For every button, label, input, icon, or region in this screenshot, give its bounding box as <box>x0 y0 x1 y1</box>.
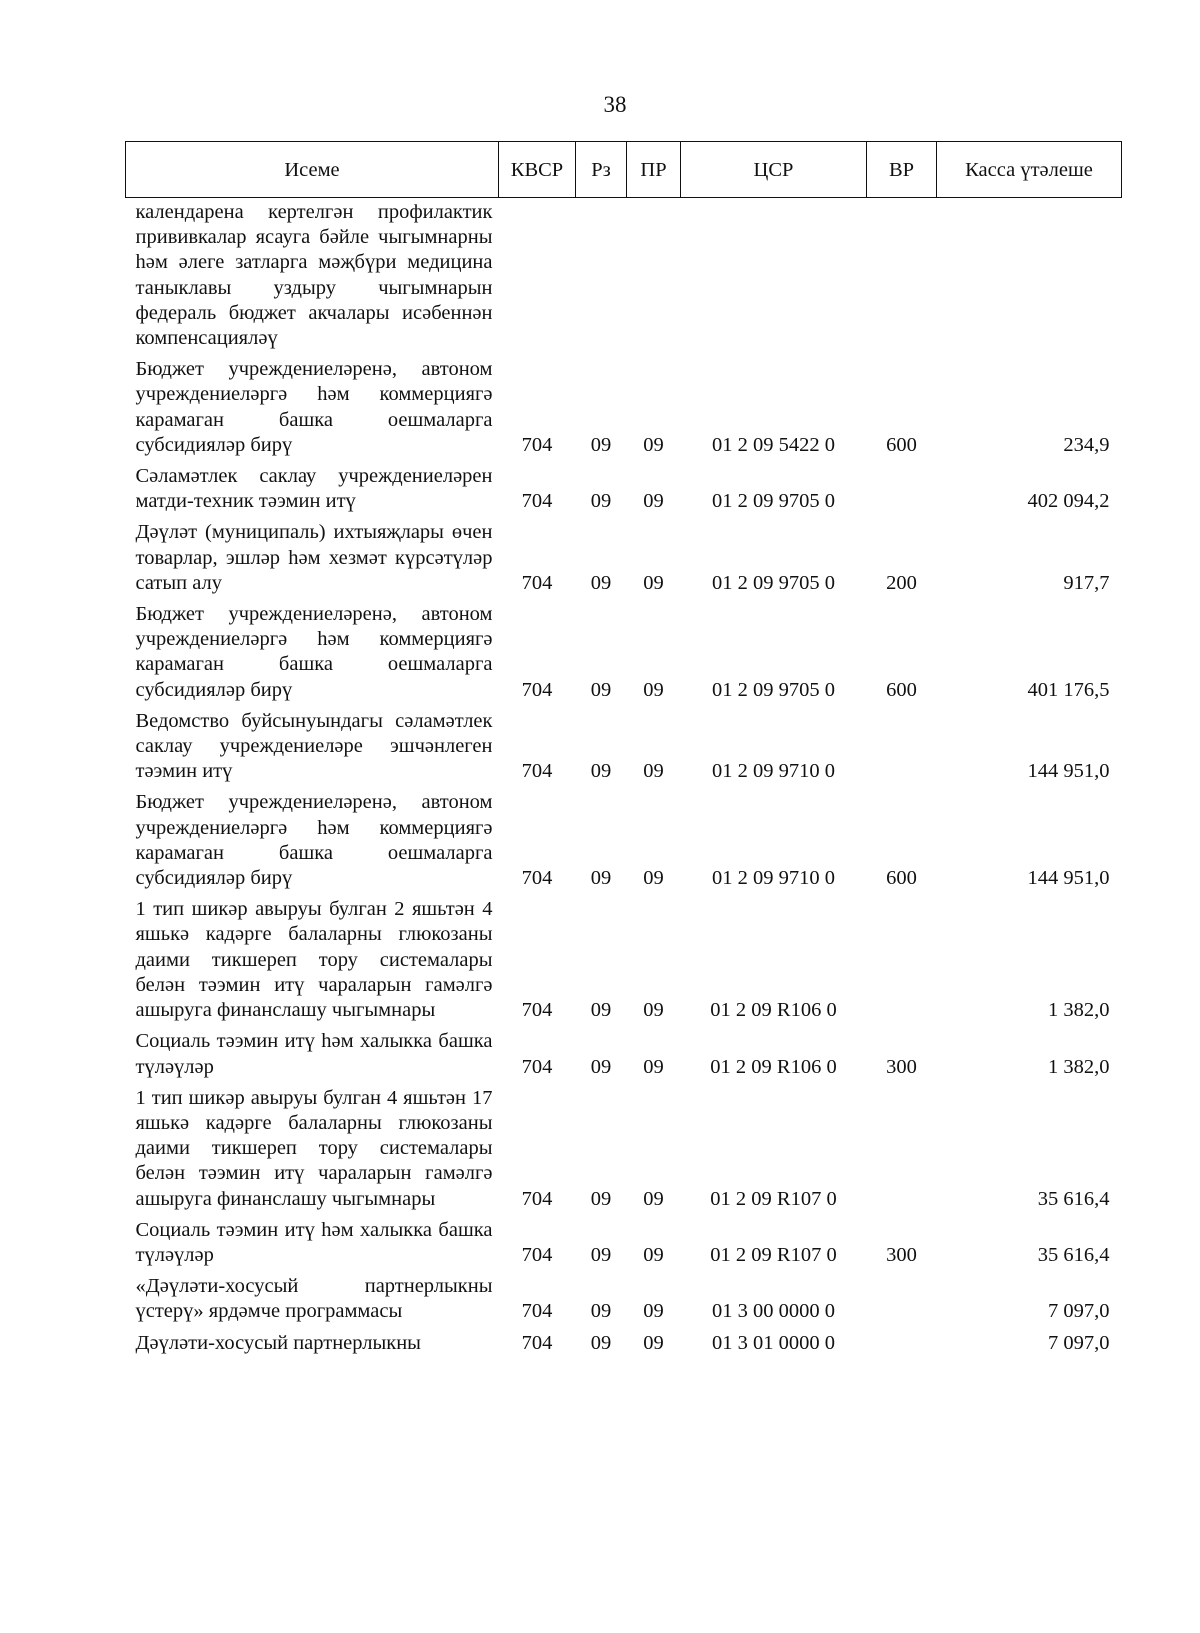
row-kassa: 1 382,0 <box>1048 1055 1110 1078</box>
row-kvsr: 704 <box>521 678 553 701</box>
row-name: 1 тип шикәр авыруы булган 4 яшьтән 17 яшькә кадәрге балаларны глюкозаны даими тикшереп тору системалары белән тәэмин итү чараларын гамәлгә ашыруга финанслашу чыгымнары <box>135 1086 493 1210</box>
row-csr: 01 3 00 0000 0 <box>712 1300 835 1323</box>
row-kassa <box>937 198 1122 352</box>
row-rz: 09 <box>590 1331 612 1354</box>
row-rz: 09 <box>590 490 612 513</box>
row-name: Дәүләти-хосусый партнерлыкны <box>135 1331 421 1354</box>
row-rz: 09 <box>590 1300 612 1323</box>
row-name: Бюджет учреждениеләренә, автоном учреждениеләргә һәм коммерциягә карамаган башка оешмаларга субсидияләр бирү <box>135 603 493 701</box>
row-kvsr: 704 <box>521 1243 553 1266</box>
row-kassa: 401 176,5 <box>1027 678 1110 701</box>
row-csr: 01 2 09 R107 0 <box>710 1187 837 1210</box>
row-kassa: 234,9 <box>1063 433 1110 456</box>
row-kassa: 917,7 <box>1063 571 1110 594</box>
row-rz: 09 <box>590 1243 612 1266</box>
row-csr: 01 2 09 9705 0 <box>712 678 835 701</box>
page-number: 38 <box>603 92 627 117</box>
row-csr: 01 2 09 R106 0 <box>710 999 837 1022</box>
row-pr: 09 <box>643 433 664 456</box>
row-pr <box>627 198 681 352</box>
row-rz: 09 <box>590 1187 612 1210</box>
header-row <box>126 142 1122 198</box>
header-name: Исеме <box>126 142 499 198</box>
header-csr: ЦСР <box>681 142 867 198</box>
budget-execution-table <box>125 141 1122 1356</box>
table-row <box>126 1325 1122 1356</box>
row-pr: 09 <box>643 571 664 594</box>
row-kvsr: 704 <box>521 1055 553 1078</box>
row-pr: 09 <box>643 1300 664 1323</box>
row-pr: 09 <box>643 1055 664 1078</box>
header-rz: Рз <box>576 142 627 198</box>
row-kvsr: 704 <box>521 1187 553 1210</box>
row-kassa: 402 094,2 <box>1027 490 1110 513</box>
row-kassa: 7 097,0 <box>1048 1331 1110 1354</box>
table-row <box>126 1268 1122 1324</box>
header-pr: ПР <box>627 142 681 198</box>
row-name: 1 тип шикәр авыруы булган 2 яшьтән 4 яшькә кадәрге балаларны глюкозаны даими тикшереп тору системалары белән тәэмин итү чараларын гамәлгә ашыруга финанслашу чыгымнары <box>135 898 493 1022</box>
row-vr: 600 <box>886 433 917 456</box>
table-row <box>126 514 1122 596</box>
table-row <box>126 596 1122 703</box>
row-kassa: 144 951,0 <box>1027 867 1110 890</box>
row-rz: 09 <box>590 999 612 1022</box>
row-vr: 300 <box>886 1055 917 1078</box>
row-rz: 09 <box>590 867 612 890</box>
row-kvsr: 704 <box>521 867 553 890</box>
table-row <box>126 198 1122 352</box>
row-name: Ведомство буйсынуындагы сәламәтлек саклау учреждениеләре эшчәнлеген тәэмин итү <box>135 709 493 783</box>
row-vr <box>867 1268 937 1324</box>
row-pr: 09 <box>643 867 664 890</box>
row-kvsr: 704 <box>521 1300 553 1323</box>
row-rz: 09 <box>590 1055 612 1078</box>
row-csr: 01 3 01 0000 0 <box>712 1331 835 1354</box>
row-name: Сәламәтлек саклау учреждениеләрен матди-техник тәэмин итү <box>135 465 493 513</box>
row-csr: 01 2 09 9705 0 <box>712 490 835 513</box>
row-pr: 09 <box>643 490 664 513</box>
table-row <box>126 1212 1122 1268</box>
row-kassa: 144 951,0 <box>1027 760 1110 783</box>
row-vr: 300 <box>886 1243 917 1266</box>
row-name: «Дәүләти-хосусый партнерлыкны үстерү» ярдәмче программасы <box>135 1275 493 1323</box>
row-kvsr: 704 <box>521 999 553 1022</box>
row-kvsr: 704 <box>521 1331 553 1354</box>
table-row <box>126 458 1122 514</box>
table-row <box>126 351 1122 458</box>
row-vr <box>867 891 937 1023</box>
table-row <box>126 891 1122 1023</box>
row-name: календарена кертелгән профилактик прививкалар ясауга бәйле чыгымнарны һәм әлеге затларга мәҗбүри медицина таныклавы уздыру чыгымнарын федераль бюджет акчалары исәбеннән компенсацияләү <box>135 201 493 350</box>
row-vr: 600 <box>886 678 917 701</box>
row-rz <box>576 198 627 352</box>
row-name: Социаль тәэмин итү һәм халыкка башка түләүләр <box>135 1218 493 1266</box>
row-pr: 09 <box>643 999 664 1022</box>
row-rz: 09 <box>590 678 612 701</box>
table-row <box>126 703 1122 785</box>
row-vr <box>867 703 937 785</box>
header-vr: ВР <box>867 142 937 198</box>
table-row <box>126 784 1122 891</box>
row-vr <box>867 198 937 352</box>
row-csr: 01 2 09 R106 0 <box>710 1055 837 1078</box>
row-csr <box>681 198 867 352</box>
row-csr: 01 2 09 5422 0 <box>712 433 835 456</box>
table-header <box>126 142 1122 198</box>
row-vr <box>867 458 937 514</box>
row-rz: 09 <box>590 433 612 456</box>
row-kvsr: 704 <box>521 433 553 456</box>
row-rz: 09 <box>590 760 612 783</box>
row-name: Социаль тәэмин итү һәм халыкка башка түләүләр <box>135 1030 493 1078</box>
row-pr: 09 <box>643 1187 664 1210</box>
row-kvsr: 704 <box>521 760 553 783</box>
row-name: Дәүләт (муниципаль) ихтыяҗлары өчен товарлар, эшләр һәм хезмәт күрсәтүләр сатып алу <box>135 521 493 594</box>
row-csr: 01 2 09 R107 0 <box>710 1243 837 1266</box>
row-kvsr: 704 <box>521 490 553 513</box>
row-name: Бюджет учреждениеләренә, автоном учреждениеләргә һәм коммерциягә карамаган башка оешмаларга субсидияләр бирү <box>135 791 493 890</box>
table-row <box>126 1080 1122 1212</box>
table-row <box>126 1023 1122 1079</box>
row-kvsr: 704 <box>521 571 553 594</box>
row-pr: 09 <box>643 1331 664 1354</box>
row-kassa: 35 616,4 <box>1037 1187 1110 1210</box>
row-vr: 200 <box>886 571 917 594</box>
header-kvsr: КВСР <box>499 142 576 198</box>
row-csr: 01 2 09 9705 0 <box>712 571 835 594</box>
row-rz: 09 <box>590 571 612 594</box>
row-kvsr <box>499 198 576 352</box>
row-pr: 09 <box>643 678 664 701</box>
row-kassa: 7 097,0 <box>1048 1300 1110 1323</box>
row-csr: 01 2 09 9710 0 <box>712 867 835 890</box>
row-pr: 09 <box>643 1243 664 1266</box>
table-body <box>126 198 1122 1356</box>
row-vr: 600 <box>886 867 917 890</box>
row-name: Бюджет учреждениеләренә, автоном учреждениеләргә һәм коммерциягә карамаган башка оешмаларга субсидияләр бирү <box>135 358 493 456</box>
row-kassa: 35 616,4 <box>1037 1243 1110 1266</box>
row-vr <box>867 1325 937 1356</box>
header-kassa: Касса үтәлеше <box>937 142 1122 198</box>
row-kassa: 1 382,0 <box>1048 999 1110 1022</box>
row-pr: 09 <box>643 760 664 783</box>
row-vr <box>867 1080 937 1212</box>
row-csr: 01 2 09 9710 0 <box>712 760 835 783</box>
